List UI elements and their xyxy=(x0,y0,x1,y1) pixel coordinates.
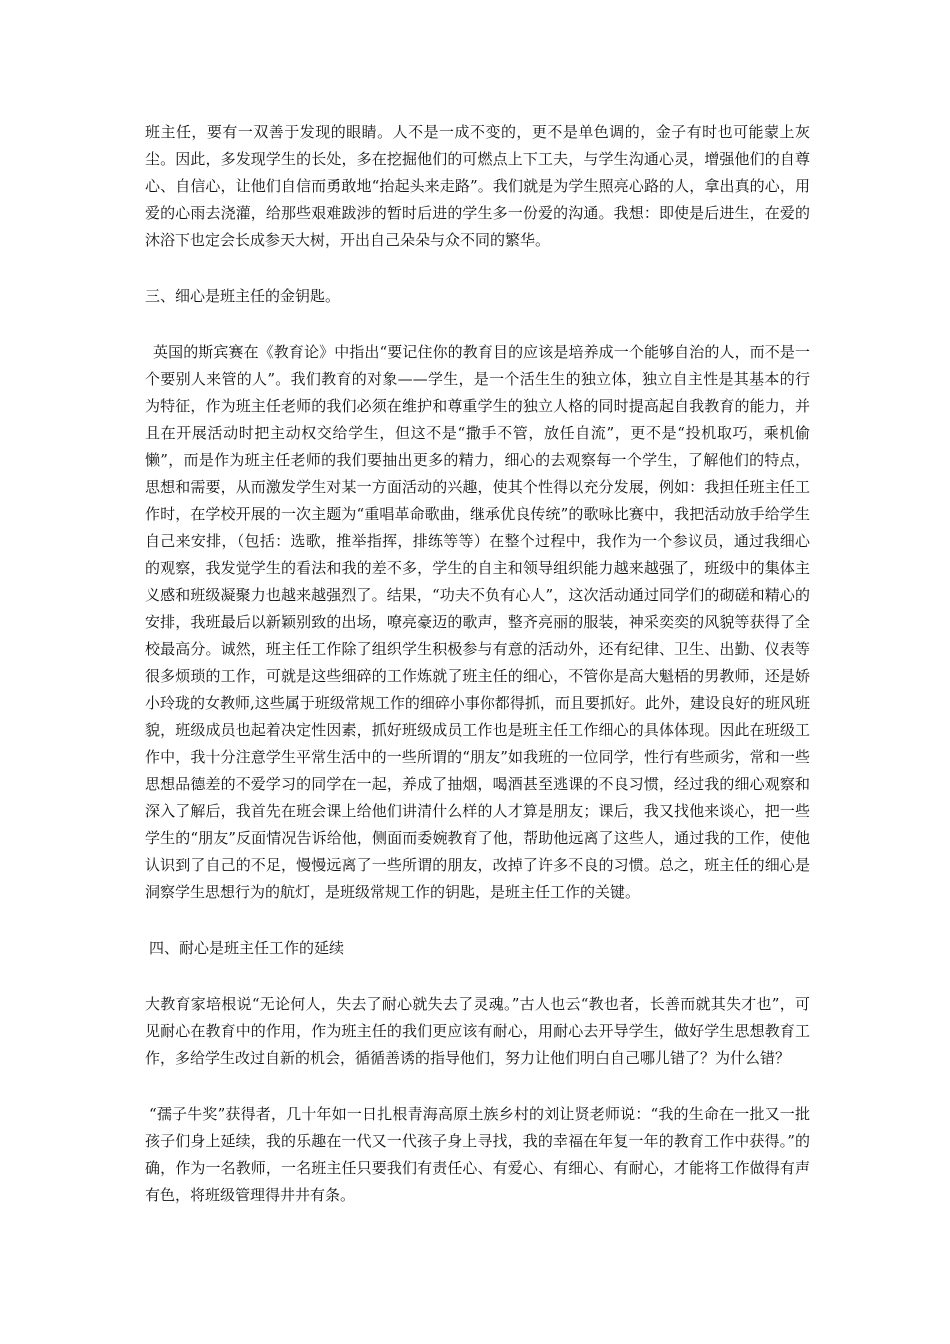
section-heading-4: 四、耐心是班主任工作的延续 xyxy=(149,939,345,957)
paragraph-patience: 大教育家培根说“无论何人，失去了耐心就失去了灵魂。”古人也云“教也者，长善而就其失才也”，可见耐心在教育中的作用，作为班主任的我们更应该有耐心，用耐心去开导学生，做好学生思想教育工作，多给学生改过自新的机会，循循善诱的指导他们，努力让他们明白自己哪儿错了？为什么错？ xyxy=(145,995,810,1067)
document-body xyxy=(145,119,810,1209)
paragraph-carefulness: 英国的斯宾赛在《教育论》中指出“要记住你的教育目的应该是培养成一个能够自治的人，而不是一个要别人来管的人”。我们教育的对象——学生，是一个活生生的独立体，独立自主性是其基本的行为特征，作为班主任老师的我们必须在维护和尊重学生的独立人格的同时提高起自我教育的能力，并且在开展活动时把主动权交给学生，但这不是“撒手不管，放任自流”，更不是“投机取巧，乘机偷懒”，而是作为班主任老师的我们要抽出更多的精力，细心的去观察每一个学生，了解他们的特点，思想和需要，从而激发学生对某一方面活动的兴趣，使其个性得以充分发展，例如：我担任班主任工作时，在学校开展的一次主题为“重唱革命歌曲，继承优良传统”的歌咏比赛中，我把活动放手给学生自己来安排，（包括：选歌，推举指挥，排练等等）在整个过程中，我作为一个参议员，通过我细心的观察，我发觉学生的看法和我的差不多，学生的自主和领导组织能力越来越强了，班级中的集体主义感和班级凝聚力也越来越强烈了。结果，“功夫不负有心人”，这次活动通过同学们的砌磋和精心的安排，我班最后以新颖别致的出场，嘹亮豪迈的歌声，整齐亮丽的服装，神采奕奕的风貌等获得了全校最高分。诚然，班主任工作除了组织学生积极参与有意的活动外，还有纪律、卫生、出勤、仪表等很多烦琐的工作，可就是这些细碎的工作炼就了班主任的细心，不管你是高大魁梧的男教师，还是娇小玲珑的女教师,这些属于班级常规工作的细碎小事你都得抓，而且要抓好。此外，建设良好的班风班貌，班级成员也起着决定性因素，抓好班级成员工作也是班主任工作细心的具体体现。因此在班级工作中，我十分注意学生平常生活中的一些所谓的“朋友”如我班的一位同学，性行有些顽劣，常和一些思想品德差的不爱学习的同学在一起，养成了抽烟，喝酒甚至逃课的不良习惯，经过我的细心观察和深入了解后，我首先在班会课上给他们讲清什么样的人才算是朋友；课后，我又找他来谈心，把一些学生的“朋友”反面情况告诉给他，侧面而委婉教育了他，帮助他远离了这些人，通过我的工作，使他认识到了自己的不足，慢慢远离了一些所谓的朋友，改掉了许多不良的习惯。总之，班主任的细心是洞察学生思想行为的航灯，是班级常规工作的钥匙，是班主任工作的关键。 xyxy=(145,343,810,901)
section-heading-3: 三、细心是班主任的金钥匙。 xyxy=(145,287,341,305)
paragraph-observant-eyes: 班主任，要有一双善于发现的眼睛。人不是一成不变的，更不是单色调的，金子有时也可能蒙上灰尘。因此，多发现学生的长处，多在挖掘他们的可燃点上下工夫，与学生沟通心灵，增强他们的自尊心、自信心，让他们自信而勇敢地“抬起头来走路”。我们就是为学生照亮心路的人，拿出真的心，用爱的心雨去浇灌，给那些艰难跋涉的暂时后进的学生多一份爱的沟通。我想：即使是后进生，在爱的沐浴下也定会长成参天大树，开出自己朵朵与众不同的繁华。 xyxy=(145,123,810,249)
paragraph-conclusion: “孺子牛奖”获得者，几十年如一日扎根青海高原土族乡村的刘让贤老师说：“我的生命在一批又一批孩子们身上延续，我的乐趣在一代又一代孩子身上寻找，我的幸福在年复一年的教育工作中获得。”的确，作为一名教师，一名班主任只要我们有责任心、有爱心、有细心、有耐心，才能将工作做得有声有色，将班级管理得井井有条。 xyxy=(145,1105,810,1204)
